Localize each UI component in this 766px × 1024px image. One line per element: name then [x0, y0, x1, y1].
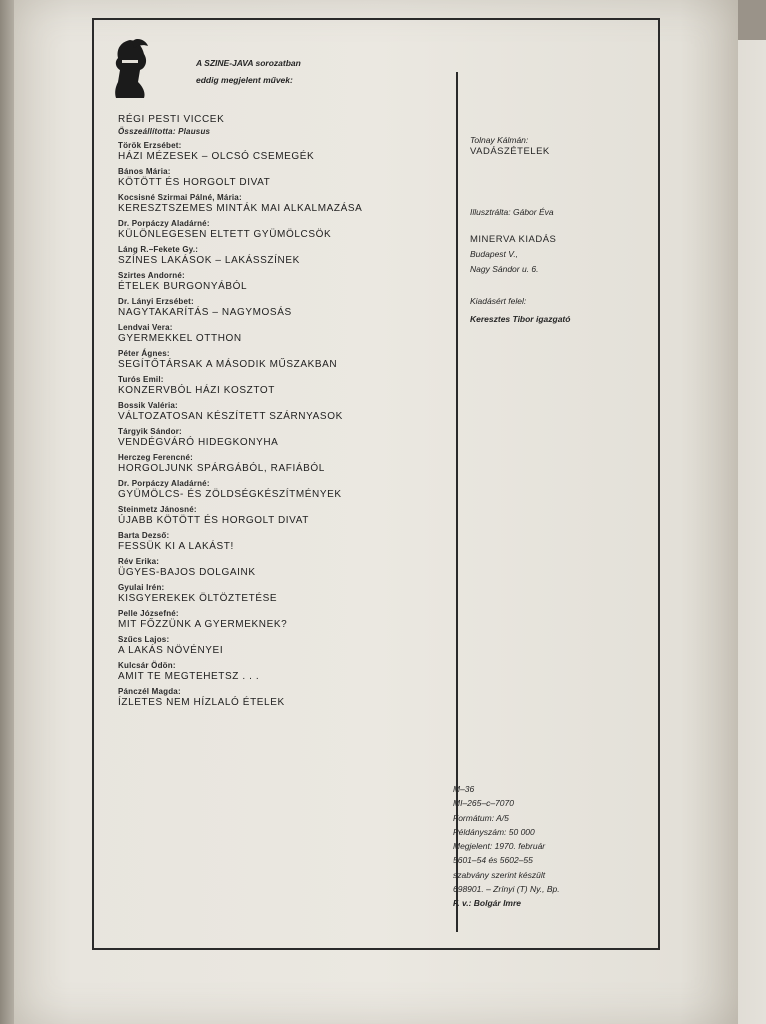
book-title: ÚJABB KÖTÖTT ÉS HORGOLT DIVAT	[118, 515, 309, 526]
colophon-line: 698901. – Zrínyi (T) Ny., Bp.	[453, 884, 560, 895]
book-title: GYÜMÖLCS- ÉS ZÖLDSÉGKÉSZÍTMÉNYEK	[118, 489, 342, 500]
book-title: VADÁSZÉTELEK	[470, 146, 550, 157]
responsible-person: Keresztes Tibor igazgató	[470, 314, 571, 324]
book-entry	[118, 140, 453, 163]
series-heading-line2: eddig megjelent művek:	[196, 74, 293, 85]
book-entry	[118, 634, 453, 657]
book-title: KONZERVBÓL HÁZI KOSZTOT	[118, 385, 275, 396]
book-author: Bános Mária:	[118, 167, 171, 176]
book-entry	[118, 348, 453, 371]
book-title: KÖTÖTT ÉS HORGOLT DIVAT	[118, 177, 271, 188]
book-title: RÉGI PESTI VICCEK	[118, 114, 225, 125]
colophon-line: MI–265–c–7070	[453, 798, 514, 809]
book-title: A LAKÁS NÖVÉNYEI	[118, 645, 224, 656]
colophon-line: Formátum: A/5	[453, 812, 509, 823]
responsible-label: Kiadásért felel:	[470, 296, 527, 306]
colophon-line: M–36	[453, 784, 475, 794]
book-author: Pánczél Magda:	[118, 687, 181, 696]
book-author: Steinmetz Jánosné:	[118, 505, 197, 514]
book-entry	[118, 218, 453, 241]
book-entry	[118, 686, 453, 709]
book-entry	[118, 244, 453, 267]
book-entry	[118, 660, 453, 683]
knight-helmet-logo-icon	[110, 38, 152, 104]
book-author: Bossik Valéria:	[118, 401, 178, 410]
colophon	[453, 782, 653, 911]
book-author: Szirtes Andorné:	[118, 271, 185, 280]
book-entry	[118, 504, 453, 527]
book-title: VÁLTOZATOSAN KÉSZÍTETT SZÁRNYASOK	[118, 411, 343, 422]
book-entry	[118, 608, 453, 631]
book-entry	[118, 166, 453, 189]
book-entry	[118, 114, 453, 137]
book-entry	[118, 556, 453, 579]
colophon-line: Megjelent: 1970. február	[453, 841, 546, 852]
colophon-line: 5601–54 és 5602–55	[453, 855, 533, 866]
book-author: Barta Dezső:	[118, 531, 170, 540]
book-author: Rév Erika:	[118, 557, 160, 566]
book-entry	[118, 192, 453, 215]
book-entry	[118, 270, 453, 293]
book-info	[470, 134, 650, 325]
book-title: ÉTELEK BURGONYÁBÓL	[118, 281, 248, 292]
book-entry	[118, 426, 453, 449]
series-heading-line1: A SZINE-JAVA sorozatban	[196, 58, 301, 68]
book-list	[118, 114, 453, 712]
book-entry	[118, 374, 453, 397]
book-entry	[118, 478, 453, 501]
book-title: HORGOLJUNK SPÁRGÁBÓL, RAFIÁBÓL	[118, 463, 325, 474]
publisher: MINERVA KIADÁS	[470, 234, 557, 245]
book-author: Herczeg Ferencné:	[118, 453, 193, 462]
book-title: HÁZI MÉZESEK – OLCSÓ CSEMEGÉK	[118, 151, 315, 162]
book-title: NAGYTAKARÍTÁS – NAGYMOSÁS	[118, 307, 292, 318]
book-title: KISGYEREKEK ÖLTÖZTETÉSE	[118, 593, 278, 604]
colophon-line: Példányszám: 50 000	[453, 826, 535, 837]
book-author: Lendvai Vera:	[118, 323, 173, 332]
book-author: Tárgyik Sándor:	[118, 427, 182, 436]
book-author: Turós Emil:	[118, 375, 164, 384]
book-entry	[118, 530, 453, 553]
book-entry	[118, 400, 453, 423]
book-entry	[118, 582, 453, 605]
book-entry	[118, 322, 453, 345]
book-title: AMIT TE MEGTEHETSZ . . .	[118, 671, 260, 682]
book-title: ÍZLETES NEM HÍZLALÓ ÉTELEK	[118, 697, 285, 708]
book-title: SZÍNES LAKÁSOK – LAKÁSSZÍNEK	[118, 255, 300, 266]
book-author: Dr. Porpáczy Aladárné:	[118, 219, 210, 228]
colophon-line: szabvány szerint készült	[453, 869, 546, 880]
illustrator: Illusztrálta: Gábor Éva	[470, 207, 554, 217]
book-author: Tolnay Kálmán:	[470, 135, 529, 145]
book-title: VENDÉGVÁRÓ HIDEGKONYHA	[118, 437, 279, 448]
book-entry	[118, 296, 453, 319]
book-author: Szűcs Lajos:	[118, 635, 170, 644]
book-author: Dr. Porpáczy Aladárné:	[118, 479, 210, 488]
book-author: Kulcsár Ödön:	[118, 661, 176, 670]
book-author: Török Erzsébet:	[118, 141, 182, 150]
book-author: Láng R.–Fekete Gy.:	[118, 245, 199, 254]
series-heading	[196, 55, 301, 88]
colophon-line: F. v.: Bolgár Imre	[453, 898, 522, 909]
book-title: MIT FŐZZÜNK A GYERMEKNEK?	[118, 619, 288, 630]
book-author: Kocsisné Szirmai Pálné, Mária:	[118, 193, 242, 202]
book-author: Dr. Lányi Erzsébet:	[118, 297, 194, 306]
book-title: FESSÜK KI A LAKÁST!	[118, 541, 234, 552]
publisher-address-line1: Budapest V.,	[470, 249, 519, 259]
book-author: Gyulai Irén:	[118, 583, 165, 592]
book-title: KERESZTSZEMES MINTÁK MAI ALKALMAZÁSA	[118, 203, 363, 214]
book-title: ÜGYES-BAJOS DOLGAINK	[118, 567, 256, 578]
publisher-address-line2: Nagy Sándor u. 6.	[470, 264, 539, 274]
book-title: SEGÍTŐTÁRSAK A MÁSODIK MŰSZAKBAN	[118, 359, 338, 370]
book-title: KÜLÖNLEGESEN ELTETT GYÜMÖLCSÖK	[118, 229, 332, 240]
book-author: Péter Ágnes:	[118, 349, 170, 358]
book-entry	[118, 452, 453, 475]
book-title: GYERMEKKEL OTTHON	[118, 333, 242, 344]
book-author: Pelle Józsefné:	[118, 609, 179, 618]
book-compiler: Összeállította: Plausus	[118, 127, 211, 136]
